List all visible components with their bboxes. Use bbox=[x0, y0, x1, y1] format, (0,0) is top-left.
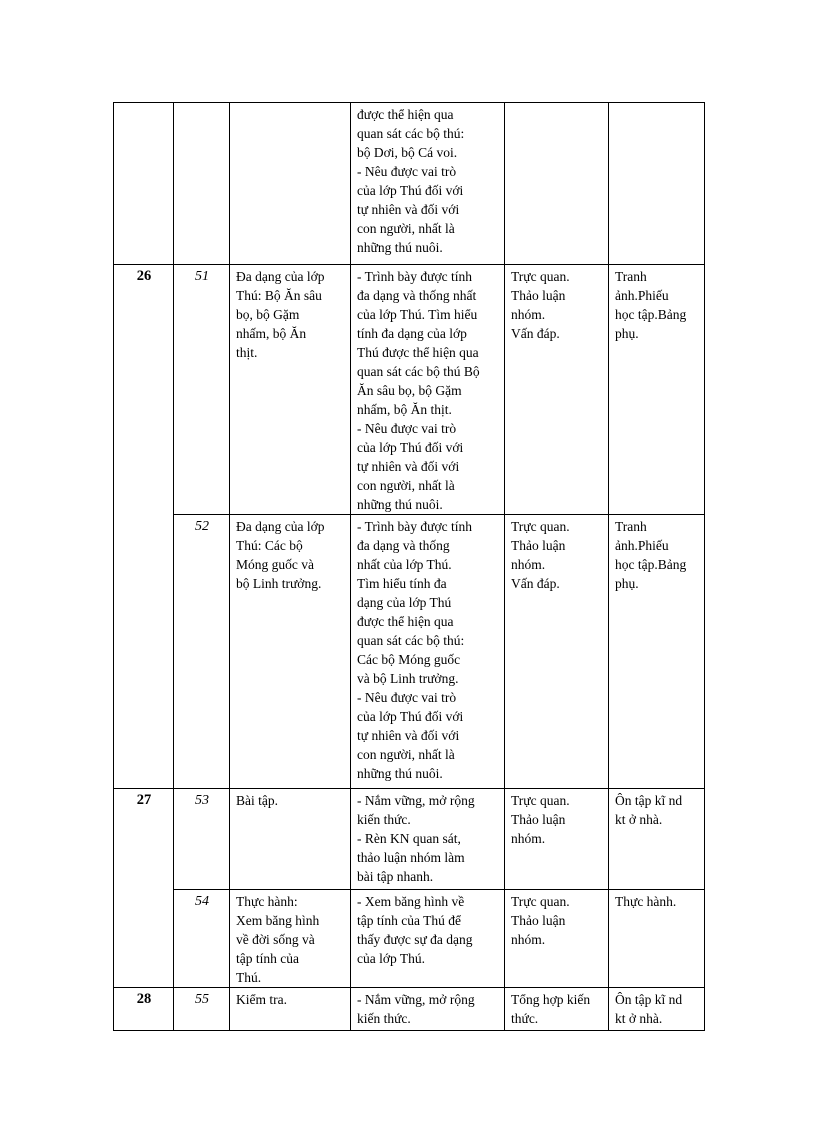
objectives-cell bbox=[351, 890, 505, 988]
objective-line: quan sát các bộ thú: bbox=[357, 126, 465, 141]
objective-line: bài tập nhanh. bbox=[357, 869, 434, 884]
topic-line: Thú: Bộ Ăn sâu bbox=[236, 288, 322, 303]
objective-line: nhất của lớp Thú. bbox=[357, 557, 452, 572]
objective-line: quan sát các bộ thú Bộ bbox=[357, 364, 480, 379]
methods-cell bbox=[505, 789, 609, 890]
objectives-cell bbox=[351, 103, 505, 265]
objective-line: quan sát các bộ thú: bbox=[357, 633, 465, 648]
method-line: Trực quan. bbox=[511, 894, 570, 909]
objective-line: những thú nuôi. bbox=[357, 240, 443, 255]
objective-line: Ăn sâu bọ, bộ Gặm bbox=[357, 383, 462, 398]
objective-line: - Rèn KN quan sát, bbox=[357, 831, 461, 846]
objective-line: nhấm, bộ Ăn thịt. bbox=[357, 402, 452, 417]
objective-line: tự nhiên và đối với bbox=[357, 459, 460, 474]
topic-line: Thực hành: bbox=[236, 894, 298, 909]
material-line: phụ. bbox=[615, 326, 639, 341]
objective-line: của lớp Thú. bbox=[357, 951, 426, 966]
method-line: Vấn đáp. bbox=[511, 326, 560, 341]
topic-line: nhấm, bộ Ăn bbox=[236, 326, 307, 341]
method-line: Trực quan. bbox=[511, 519, 570, 534]
topic-cell bbox=[230, 789, 351, 890]
objective-line: - Trình bày được tính bbox=[357, 519, 472, 534]
objective-line: của lớp Thú đối với bbox=[357, 440, 464, 455]
objective-line: thảo luận nhóm làm bbox=[357, 850, 465, 865]
methods-cell bbox=[505, 988, 609, 1031]
week-cell: 26 bbox=[114, 265, 174, 789]
objective-line: được thể hiện qua bbox=[357, 614, 454, 629]
material-line: Ôn tập kĩ nd bbox=[615, 992, 683, 1007]
objective-line: tập tính của Thú để bbox=[357, 913, 461, 928]
materials-cell bbox=[609, 265, 705, 515]
method-line: Thảo luận bbox=[511, 538, 566, 553]
method-line: nhóm. bbox=[511, 932, 546, 947]
objective-line: - Xem băng hình về bbox=[357, 894, 465, 909]
methods-cell bbox=[505, 103, 609, 265]
material-line: học tập.Bảng bbox=[615, 557, 687, 572]
objective-line: dạng của lớp Thú bbox=[357, 595, 452, 610]
material-line: học tập.Bảng bbox=[615, 307, 687, 322]
table-row bbox=[114, 515, 705, 789]
objective-line: tự nhiên và đối với bbox=[357, 728, 460, 743]
topic-cell bbox=[230, 103, 351, 265]
material-line: ảnh.Phiếu bbox=[615, 538, 669, 553]
method-line: thức. bbox=[511, 1011, 539, 1026]
material-line: kt ở nhà. bbox=[615, 1011, 663, 1026]
objective-line: - Trình bày được tính bbox=[357, 269, 472, 284]
methods-cell bbox=[505, 515, 609, 789]
objective-line: kiến thức. bbox=[357, 812, 411, 827]
objectives-cell bbox=[351, 988, 505, 1031]
method-line: Thảo luận bbox=[511, 812, 566, 827]
topic-line: Thú: Các bộ bbox=[236, 538, 303, 553]
objective-line: của lớp Thú. Tìm hiểu bbox=[357, 307, 478, 322]
material-line: ảnh.Phiếu bbox=[615, 288, 669, 303]
methods-cell bbox=[505, 890, 609, 988]
objective-line: - Nêu được vai trò bbox=[357, 164, 457, 179]
objective-line: thấy được sự đa dạng bbox=[357, 932, 473, 947]
topic-line: Đa dạng của lớp bbox=[236, 519, 325, 534]
material-line: Tranh bbox=[615, 519, 647, 534]
material-line: Tranh bbox=[615, 269, 647, 284]
topic-cell bbox=[230, 988, 351, 1031]
method-line: Tổng hợp kiến bbox=[511, 992, 591, 1007]
topic-line: thịt. bbox=[236, 345, 258, 360]
objective-line: những thú nuôi. bbox=[357, 766, 443, 781]
objective-line: bộ Dơi, bộ Cá voi. bbox=[357, 145, 458, 160]
objective-line: kiến thức. bbox=[357, 1011, 411, 1026]
objective-line: được thể hiện qua bbox=[357, 107, 454, 122]
topic-line: Móng guốc và bbox=[236, 557, 314, 572]
objective-line: - Nêu được vai trò bbox=[357, 421, 457, 436]
material-line: Ôn tập kĩ nd bbox=[615, 793, 683, 808]
objective-line: tự nhiên và đối với bbox=[357, 202, 460, 217]
objective-line: con người, nhất là bbox=[357, 478, 455, 493]
materials-cell bbox=[609, 515, 705, 789]
topic-line: Đa dạng của lớp bbox=[236, 269, 325, 284]
week-cell bbox=[114, 103, 174, 265]
table-row bbox=[114, 265, 705, 515]
topic-cell bbox=[230, 890, 351, 988]
material-line: Thực hành. bbox=[615, 894, 677, 909]
topic-line: Bài tập. bbox=[236, 793, 278, 808]
week-cell: 27 bbox=[114, 789, 174, 988]
method-line: Vấn đáp. bbox=[511, 576, 560, 591]
objectives-cell bbox=[351, 789, 505, 890]
method-line: nhóm. bbox=[511, 831, 546, 846]
objective-line: con người, nhất là bbox=[357, 747, 455, 762]
material-line: kt ở nhà. bbox=[615, 812, 663, 827]
objective-line: - Nêu được vai trò bbox=[357, 690, 457, 705]
objective-line: đa dạng và thống bbox=[357, 538, 450, 553]
topic-line: bộ Linh trưởng. bbox=[236, 576, 322, 591]
objective-line: đa dạng và thống nhất bbox=[357, 288, 477, 303]
objective-line: - Nắm vững, mở rộng bbox=[357, 793, 475, 808]
lesson-plan-table bbox=[113, 102, 705, 1031]
topic-line: tập tính của bbox=[236, 951, 299, 966]
lesson-cell bbox=[174, 103, 230, 265]
objective-line: con người, nhất là bbox=[357, 221, 455, 236]
topic-line: bọ, bộ Gặm bbox=[236, 307, 300, 322]
objective-line: Thú được thể hiện qua bbox=[357, 345, 479, 360]
objective-line: Các bộ Móng guốc bbox=[357, 652, 461, 667]
objective-line: của lớp Thú đối với bbox=[357, 183, 464, 198]
table-row bbox=[114, 988, 705, 1031]
materials-cell bbox=[609, 789, 705, 890]
topic-cell bbox=[230, 265, 351, 515]
lesson-cell: 51 bbox=[174, 265, 230, 515]
topic-line: Kiểm tra. bbox=[236, 992, 287, 1007]
lesson-cell: 53 bbox=[174, 789, 230, 890]
objective-line: những thú nuôi. bbox=[357, 497, 443, 512]
topic-line: về đời sống và bbox=[236, 932, 315, 947]
methods-cell bbox=[505, 265, 609, 515]
method-line: Thảo luận bbox=[511, 288, 566, 303]
table-row bbox=[114, 789, 705, 890]
lesson-cell: 54 bbox=[174, 890, 230, 988]
table-row bbox=[114, 103, 705, 265]
objective-line: của lớp Thú đối với bbox=[357, 709, 464, 724]
topic-line: Xem băng hình bbox=[236, 913, 320, 928]
lesson-cell: 52 bbox=[174, 515, 230, 789]
method-line: Thảo luận bbox=[511, 913, 566, 928]
objective-line: và bộ Linh trưởng. bbox=[357, 671, 459, 686]
materials-cell bbox=[609, 890, 705, 988]
method-line: nhóm. bbox=[511, 557, 546, 572]
method-line: Trực quan. bbox=[511, 793, 570, 808]
lesson-cell: 55 bbox=[174, 988, 230, 1031]
objectives-cell bbox=[351, 265, 505, 515]
method-line: nhóm. bbox=[511, 307, 546, 322]
topic-cell bbox=[230, 515, 351, 789]
objective-line: - Nắm vững, mở rộng bbox=[357, 992, 475, 1007]
objective-line: tính đa dạng của lớp bbox=[357, 326, 467, 341]
week-cell: 28 bbox=[114, 988, 174, 1031]
topic-line: Thú. bbox=[236, 970, 262, 985]
table-row bbox=[114, 890, 705, 988]
materials-cell bbox=[609, 103, 705, 265]
material-line: phụ. bbox=[615, 576, 639, 591]
materials-cell bbox=[609, 988, 705, 1031]
method-line: Trực quan. bbox=[511, 269, 570, 284]
objectives-cell bbox=[351, 515, 505, 789]
objective-line: Tìm hiểu tính đa bbox=[357, 576, 447, 591]
